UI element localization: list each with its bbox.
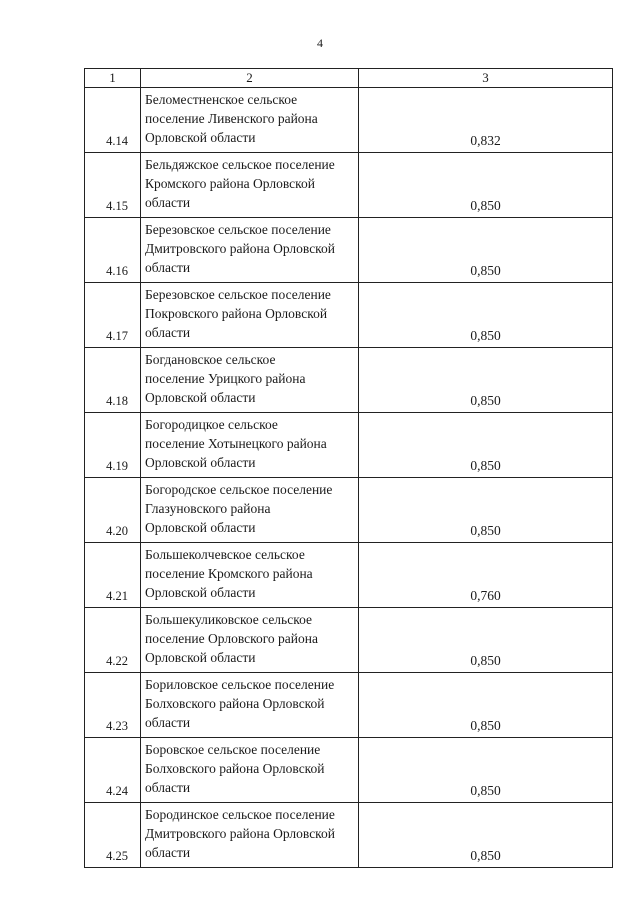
coefficient-value: 0,850 [359, 478, 613, 543]
table-row [85, 283, 613, 348]
row-number: 4.18 [85, 348, 141, 413]
coefficient-value: 0,850 [359, 413, 613, 478]
column-header-1: 1 [85, 69, 141, 88]
row-number: 4.19 [85, 413, 141, 478]
table-row [85, 348, 613, 413]
column-header-3: 3 [359, 69, 613, 88]
table-row [85, 673, 613, 738]
table-row [85, 153, 613, 218]
row-number: 4.24 [85, 738, 141, 803]
settlement-name: Березовское сельское поселение Дмитровского района Орловской области [141, 218, 359, 283]
table-row [85, 738, 613, 803]
row-number: 4.25 [85, 803, 141, 868]
coefficient-value: 0,850 [359, 218, 613, 283]
table-body [85, 88, 613, 868]
coefficient-value: 0,850 [359, 803, 613, 868]
settlement-name: Боровское сельское поселение Болховского района Орловской области [141, 738, 359, 803]
settlement-name: Бородинское сельское поселение Дмитровского района Орловской области [141, 803, 359, 868]
row-number: 4.15 [85, 153, 141, 218]
settlement-name: Бориловское сельское поселение Болховского района Орловской области [141, 673, 359, 738]
table-row [85, 413, 613, 478]
settlement-name: Большеколчевское сельское поселение Кромского района Орловской области [141, 543, 359, 608]
row-number: 4.17 [85, 283, 141, 348]
row-number: 4.16 [85, 218, 141, 283]
table-row [85, 88, 613, 153]
coefficient-value: 0,850 [359, 348, 613, 413]
settlement-name: Бельдяжское сельское поселение Кромского района Орловской области [141, 153, 359, 218]
coefficient-value: 0,850 [359, 673, 613, 738]
row-number: 4.21 [85, 543, 141, 608]
coefficient-value: 0,850 [359, 738, 613, 803]
row-number: 4.20 [85, 478, 141, 543]
table-row [85, 803, 613, 868]
coefficient-value: 0,850 [359, 608, 613, 673]
table-row [85, 218, 613, 283]
table-row [85, 608, 613, 673]
data-table [84, 68, 613, 868]
settlement-name: Богородское сельское поселение Глазуновского района Орловской области [141, 478, 359, 543]
table-row [85, 543, 613, 608]
row-number: 4.22 [85, 608, 141, 673]
row-number: 4.14 [85, 88, 141, 153]
column-header-2: 2 [141, 69, 359, 88]
table-header-row [85, 69, 613, 88]
settlement-name: Березовское сельское поселение Покровского района Орловской области [141, 283, 359, 348]
settlement-name: Богородицкое сельское поселение Хотынецкого района Орловской области [141, 413, 359, 478]
coefficient-value: 0,850 [359, 153, 613, 218]
coefficient-value: 0,850 [359, 283, 613, 348]
row-number: 4.23 [85, 673, 141, 738]
settlement-name: Богдановское сельское поселение Урицкого района Орловской области [141, 348, 359, 413]
coefficient-value: 0,832 [359, 88, 613, 153]
settlement-name: Беломестненское сельское поселение Ливенского района Орловской области [141, 88, 359, 153]
settlement-name: Большекуликовское сельское поселение Орловского района Орловской области [141, 608, 359, 673]
coefficient-value: 0,760 [359, 543, 613, 608]
page-number: 4 [317, 36, 323, 50]
table-row [85, 478, 613, 543]
